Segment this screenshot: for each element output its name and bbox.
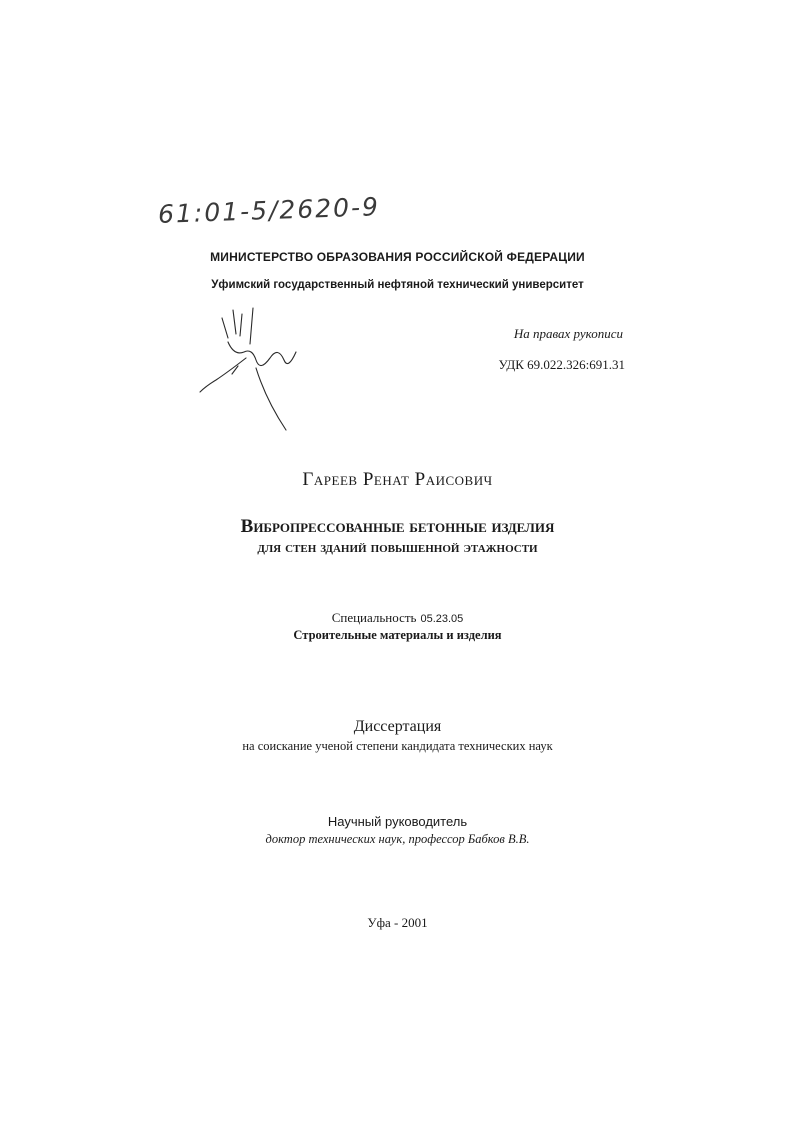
ministry-heading: МИНИСТЕРСТВО ОБРАЗОВАНИЯ РОССИЙСКОЙ ФЕДЕРАЦИИ (210, 250, 585, 264)
specialty-name: Строительные материалы и изделия (293, 628, 502, 642)
specialty-line (0, 610, 795, 626)
document-type: Диссертация (353, 718, 442, 735)
degree-statement: на соискание ученой степени кандидата технических наук (242, 739, 553, 753)
advisor-name: доктор технических наук, профессор Бабков В.В. (265, 832, 530, 846)
city-year: Уфа - 2001 (367, 915, 428, 930)
udk-code: УДК 69.022.326:691.31 (498, 357, 625, 372)
university-name: Уфимский государственный нефтяной технический университет (211, 279, 584, 291)
manuscript-rights-note: На правах рукописи (513, 326, 623, 341)
handwritten-signature (198, 300, 308, 435)
archive-stamp: 61:01-5/2620-9 (157, 192, 381, 229)
advisor-label: Научный руководитель (327, 814, 468, 829)
thesis-title-line-2: для стен зданий повышенной этажности (257, 539, 538, 556)
specialty-label: Специальность (331, 610, 417, 625)
author-name: Гареев Ренат Раисович (302, 469, 493, 490)
specialty-code: 05.23.05 (420, 613, 464, 625)
thesis-title-line-1: Вибропрессованные бетонные изделия (240, 516, 555, 537)
